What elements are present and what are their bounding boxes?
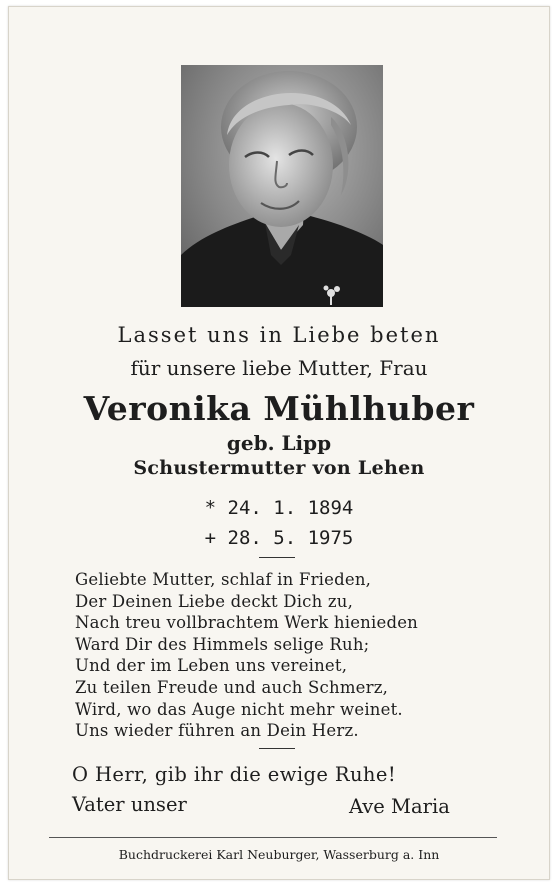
divider-top — [259, 557, 295, 558]
ave-maria: Ave Maria — [349, 795, 450, 818]
birth-date: * 24. 1. 1894 — [204, 497, 354, 519]
dedication-line: für unsere liebe Mutter, Frau — [130, 356, 428, 380]
death-date: + 28. 5. 1975 — [204, 527, 354, 549]
poem-line: Geliebte Mutter, schlaf in Frieden, — [75, 570, 372, 589]
divider-bottom — [259, 748, 295, 749]
opening-line: Lasset uns in Liebe beten — [117, 323, 441, 347]
poem-line: Uns wieder führen an Dein Herz. — [75, 721, 359, 741]
poem — [75, 569, 418, 742]
poem-line: Der Deinen Liebe deckt Dich zu, — [75, 591, 354, 611]
poem-line: Wird, wo das Auge nicht mehr weinet. — [75, 699, 403, 719]
vater-unser: Vater unser — [72, 793, 187, 816]
poem-line: Und der im Leben uns vereinet, — [75, 656, 348, 676]
memorial-card — [8, 6, 550, 880]
printer-credit: Buchdruckerei Karl Neuburger, Wasserburg a. Inn — [118, 847, 440, 862]
portrait-photo — [181, 65, 383, 307]
maiden-name: geb. Lipp — [226, 431, 332, 455]
poem-line: Nach treu vollbrachtem Werk hienieden — [75, 613, 418, 633]
poem-line: Ward Dir des Himmels selige Ruh; — [75, 634, 370, 654]
poem-line: Zu teilen Freude und auch Schmerz, — [75, 677, 389, 697]
footer-rule — [49, 837, 497, 838]
occupation: Schustermutter von Lehen — [133, 457, 425, 479]
prayer-line: O Herr, gib ihr die ewige Ruhe! — [72, 763, 397, 786]
deceased-name: Veronika Mühlhuber — [83, 389, 475, 428]
